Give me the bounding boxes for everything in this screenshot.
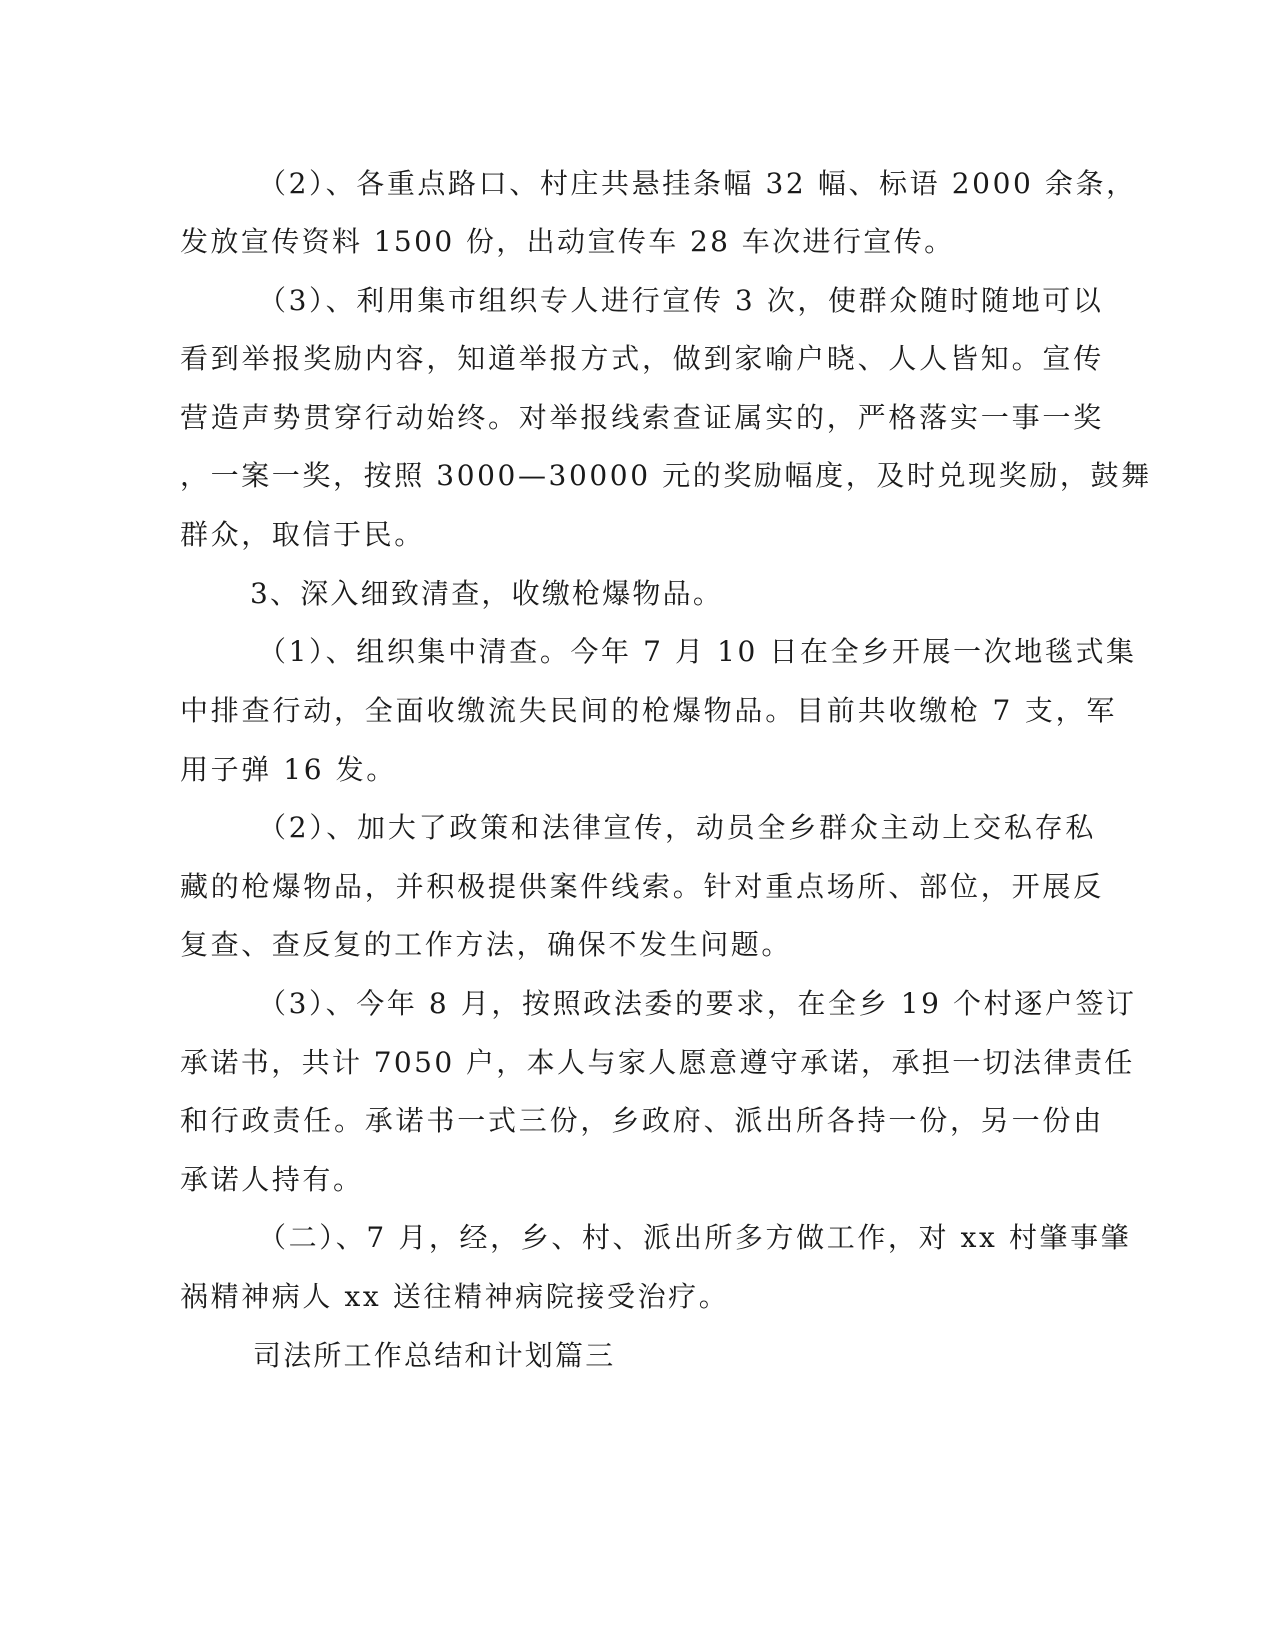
paragraph-line: 群众，取信于民。 (180, 518, 425, 551)
section-heading: 3、深入细致清查，收缴枪爆物品。 (250, 577, 724, 610)
paragraph-line: （2）、加大了政策和法律宣传，动员全乡群众主动上交私存私 (258, 811, 1097, 844)
paragraph-line: 承诺人持有。 (180, 1163, 364, 1196)
paragraph-line: （2）、各重点路口、村庄共悬挂条幅 32 幅、标语 2000 余条， (258, 167, 1137, 200)
paragraph-line: 看到举报奖励内容，知道举报方式，做到家喻户晓、人人皆知。宣传 (180, 342, 1105, 375)
paragraph-line: 藏的枪爆物品，并积极提供案件线索。针对重点场所、部位，开展反 (180, 870, 1105, 903)
paragraph-line: 承诺书，共计 7050 户，本人与家人愿意遵守承诺，承担一切法律责任 (180, 1046, 1135, 1079)
paragraph-line: （3）、今年 8 月，按照政法委的要求，在全乡 19 个村逐户签订 (258, 987, 1137, 1020)
paragraph-line: 复查、查反复的工作方法，确保不发生问题。 (180, 928, 793, 961)
paragraph-line: 营造声势贯穿行动始终。对举报线索查证属实的，严格落实一事一奖 (180, 401, 1105, 434)
paragraph-line: 发放宣传资料 1500 份，出动宣传车 28 车次进行宣传。 (180, 225, 955, 258)
paragraph-line: 祸精神病人 xx 送往精神病院接受治疗。 (180, 1280, 730, 1313)
paragraph-line: 和行政责任。承诺书一式三份，乡政府、派出所各持一份，另一份由 (180, 1104, 1105, 1137)
paragraph-line: （二）、7 月，经，乡、村、派出所多方做工作，对 xx 村肇事肇 (258, 1221, 1132, 1254)
paragraph-line: 用子弹 16 发。 (180, 753, 397, 786)
paragraph-line: （3）、利用集市组织专人进行宣传 3 次，使群众随时随地可以 (258, 284, 1104, 317)
paragraph-line: ，一案一奖，按照 3000—30000 元的奖励幅度，及时兑现奖励，鼓舞 (180, 459, 1152, 492)
section-title: 司法所工作总结和计划篇三 (253, 1339, 616, 1372)
paragraph-line: （1）、组织集中清查。今年 7 月 10 日在全乡开展一次地毯式集 (258, 635, 1137, 668)
paragraph-line: 中排查行动，全面收缴流失民间的枪爆物品。目前共收缴枪 7 支，军 (180, 694, 1118, 727)
